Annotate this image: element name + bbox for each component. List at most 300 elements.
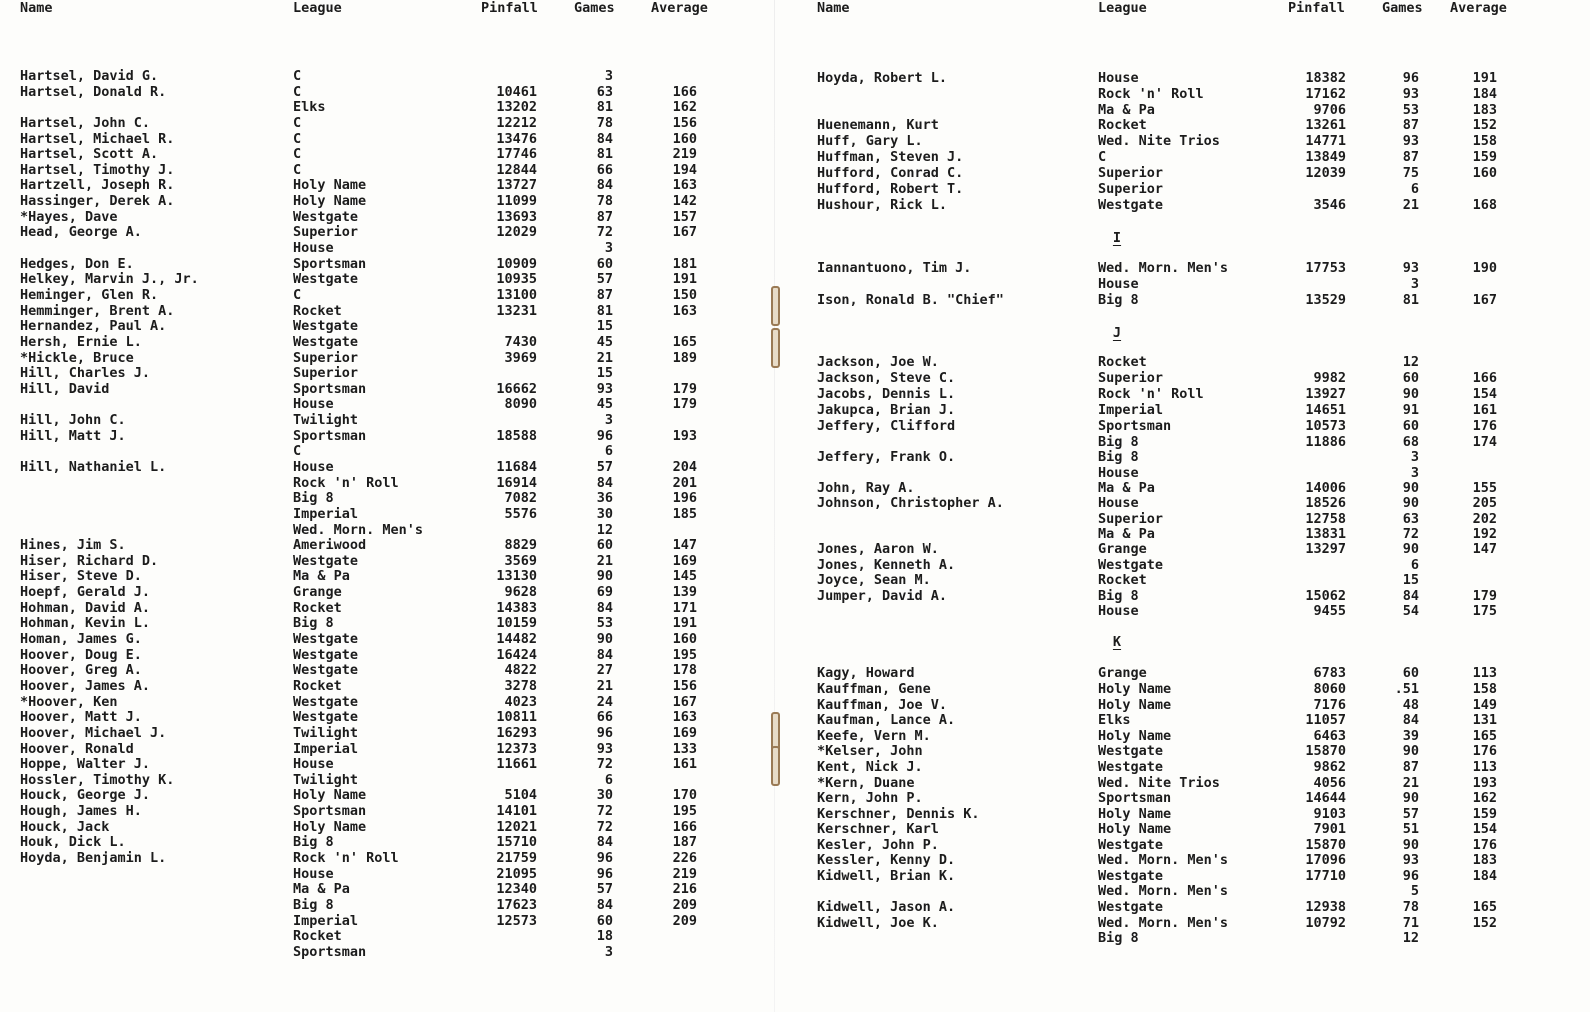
cell-average: 174 (1472, 434, 1497, 450)
cell-average: 205 (1472, 495, 1497, 511)
cell-games: 12 (596, 521, 613, 538)
cell-name: Hill, David (20, 380, 110, 397)
cell-games: 84 (596, 130, 613, 147)
table-row (775, 541, 1590, 557)
cell-pinfall: 15710 (496, 834, 537, 851)
cell-league: Big 8 (1098, 449, 1139, 465)
cell-name: Jacobs, Dennis L. (817, 386, 956, 402)
table-row (775, 775, 1590, 791)
cell-average: 142 (672, 193, 697, 210)
cell-league: Westgate (293, 333, 359, 350)
cell-pinfall: 13927 (1305, 386, 1346, 402)
cell-league: House (1098, 603, 1139, 619)
table-row (775, 930, 1590, 946)
table-row (0, 522, 775, 538)
table-row (775, 386, 1590, 402)
cell-pinfall: 14482 (496, 631, 537, 648)
cell-league: Westgate (293, 662, 359, 679)
cell-name: Joyce, Sean M. (817, 572, 931, 588)
cell-name: Hohman, David A. (20, 599, 151, 616)
cell-league: Ma & Pa (1098, 102, 1155, 118)
cell-name: Heminger, Glen R. (20, 286, 159, 303)
cell-games: 93 (1402, 260, 1419, 276)
cell-name: Kidwell, Joe K. (817, 915, 939, 931)
cell-pinfall: 7082 (504, 490, 537, 507)
cell-league: Sportsman (293, 803, 367, 820)
cell-pinfall: 11886 (1305, 434, 1346, 450)
cell-games: 3 (604, 412, 613, 429)
cell-average: 163 (672, 177, 697, 194)
cell-league: Holy Name (293, 193, 367, 210)
table-row (0, 584, 775, 600)
cell-average: 178 (672, 662, 697, 679)
cell-name: Hoyda, Benjamin L. (20, 850, 167, 866)
cell-games: 68 (1402, 434, 1419, 450)
cell-league: C (1098, 149, 1107, 165)
cell-pinfall: 10573 (1305, 418, 1346, 434)
cell-games: 78 (596, 114, 613, 131)
cell-games: 45 (596, 333, 613, 350)
cell-games: 75 (1402, 165, 1419, 181)
cell-games: 36 (596, 490, 613, 507)
cell-pinfall: 14006 (1305, 480, 1346, 496)
cell-games: 72 (596, 818, 613, 835)
cell-games: 60 (1402, 665, 1419, 681)
cell-league: Westgate (1098, 759, 1164, 775)
table-row (775, 102, 1590, 118)
cell-pinfall: 18382 (1305, 70, 1346, 86)
cell-pinfall: 3569 (504, 552, 537, 569)
cell-name: Hohman, Kevin L. (20, 615, 151, 632)
table-row (0, 787, 775, 803)
cell-games: 96 (596, 865, 613, 882)
cell-name: Hines, Jim S. (20, 537, 126, 554)
cell-pinfall: 11661 (496, 756, 537, 773)
cell-league: Wed. Nite Trios (1098, 133, 1220, 149)
cell-average: 209 (672, 912, 697, 929)
cell-league: Imperial (293, 505, 359, 522)
cell-pinfall: 18588 (496, 427, 537, 444)
cell-name: Hossler, Timothy K. (20, 771, 175, 788)
cell-games: 90 (1402, 386, 1419, 402)
cell-games: 24 (596, 693, 613, 710)
cell-pinfall: 13727 (496, 177, 537, 194)
cell-games: 63 (1402, 511, 1419, 527)
cell-pinfall: 13476 (496, 130, 537, 147)
table-row (775, 480, 1590, 496)
cell-games: 60 (596, 537, 613, 554)
cell-name: Hill, Matt J. (20, 427, 126, 444)
table-row (775, 899, 1590, 915)
cell-average: 131 (1472, 712, 1497, 728)
table-row (0, 350, 775, 366)
cell-average: 147 (1472, 541, 1497, 557)
table-row (0, 537, 775, 553)
cell-name: Hufford, Robert T. (817, 181, 964, 197)
cell-name: Hufford, Conrad C. (817, 165, 964, 181)
cell-average: 165 (1472, 728, 1497, 744)
table-row (0, 725, 775, 741)
cell-name: Jumper, David A. (817, 588, 948, 604)
cell-games: 60 (596, 912, 613, 929)
cell-pinfall: 17746 (496, 146, 537, 163)
cell-games: 60 (1402, 418, 1419, 434)
cell-league: Holy Name (1098, 821, 1172, 837)
cell-pinfall: 5576 (504, 505, 537, 522)
cell-league: Rocket (293, 677, 342, 694)
cell-league: Westgate (1098, 197, 1164, 213)
cell-pinfall: 3546 (1313, 197, 1346, 213)
cell-average: 159 (1472, 149, 1497, 165)
cell-pinfall: 5104 (504, 787, 537, 804)
table-row (0, 131, 775, 147)
cell-average: 204 (672, 459, 697, 475)
cell-pinfall: 13202 (496, 99, 537, 116)
cell-pinfall: 17623 (496, 896, 537, 913)
cell-games: 72 (596, 756, 613, 773)
cell-average: 167 (1472, 292, 1497, 308)
cell-pinfall: 17753 (1305, 260, 1346, 276)
cell-league: House (293, 459, 334, 475)
cell-name: *Hoover, Ken (20, 693, 118, 710)
cell-games: 93 (596, 740, 613, 757)
table-row (0, 647, 775, 663)
cell-games: 93 (1402, 86, 1419, 102)
cell-league: Wed. Morn. Men's (1098, 883, 1229, 899)
cell-games: 45 (596, 396, 613, 413)
cell-average: 158 (1472, 681, 1497, 697)
cell-name: Jones, Aaron W. (817, 541, 939, 557)
cell-pinfall: 17710 (1305, 868, 1346, 884)
header-league: League (1098, 0, 1147, 16)
cell-pinfall: 14651 (1305, 402, 1346, 418)
cell-games: 84 (596, 177, 613, 194)
cell-pinfall: 10159 (496, 615, 537, 632)
cell-games: 90 (1402, 790, 1419, 806)
cell-games: 21 (1402, 197, 1419, 213)
cell-name: Hedges, Don E. (20, 255, 134, 272)
cell-pinfall: 3969 (504, 349, 537, 366)
cell-name: Homan, James G. (20, 631, 142, 648)
table-row (0, 662, 775, 678)
cell-name: Hill, Nathaniel L. (20, 459, 167, 475)
header-pinfall: Pinfall (481, 0, 538, 16)
cell-average: 133 (672, 740, 697, 757)
cell-games: 69 (596, 584, 613, 601)
cell-games: 3 (604, 943, 613, 960)
cell-pinfall: 12373 (496, 740, 537, 757)
table-row (0, 396, 775, 412)
cell-games: 84 (596, 646, 613, 663)
cell-league: Westgate (293, 631, 359, 648)
cell-average: 155 (1472, 480, 1497, 496)
cell-league: Westgate (1098, 743, 1164, 759)
cell-games: 3 (604, 240, 613, 257)
cell-league: Superior (293, 349, 359, 366)
cell-name: Ison, Ronald B. "Chief" (817, 292, 1004, 308)
table-row (775, 603, 1590, 619)
cell-pinfall: 12573 (496, 912, 537, 929)
cell-league: Twilight (293, 412, 359, 429)
cell-average: 157 (672, 208, 697, 225)
cell-average: 167 (672, 693, 697, 710)
cell-average: 195 (672, 646, 697, 663)
cell-average: 152 (1472, 117, 1497, 133)
cell-league: Big 8 (293, 834, 334, 851)
cell-name: Kent, Nick J. (817, 759, 923, 775)
table-row (775, 665, 1590, 681)
cell-name: Hartsel, John C. (20, 114, 151, 131)
cell-league: Grange (293, 584, 342, 601)
cell-league: Sportsman (293, 380, 367, 397)
cell-average: 176 (1472, 418, 1497, 434)
cell-league: Ma & Pa (1098, 526, 1155, 542)
table-row (0, 256, 775, 272)
table-row (0, 334, 775, 350)
cell-average: 175 (1472, 603, 1497, 619)
cell-average: 209 (672, 896, 697, 913)
cell-average: 160 (1472, 165, 1497, 181)
cell-league: Wed. Morn. Men's (293, 521, 424, 538)
table-row (0, 866, 775, 882)
cell-games: 81 (596, 302, 613, 319)
cell-name: Kaufman, Lance A. (817, 712, 956, 728)
cell-average: 139 (672, 584, 697, 601)
cell-league: Sportsman (1098, 790, 1172, 806)
cell-average: 201 (672, 474, 697, 491)
cell-pinfall: 12938 (1305, 899, 1346, 915)
cell-league: Westgate (1098, 557, 1164, 573)
table-row (0, 834, 775, 850)
cell-name: Kauffman, Gene (817, 681, 931, 697)
cell-league: C (293, 83, 302, 100)
cell-league: Rocket (293, 599, 342, 616)
cell-name: Hoppe, Walter J. (20, 756, 151, 773)
table-row (0, 756, 775, 772)
table-row (0, 209, 775, 225)
cell-league: C (293, 114, 302, 131)
table-row (775, 465, 1590, 481)
cell-name: Keefe, Vern M. (817, 728, 931, 744)
cell-games: 21 (596, 552, 613, 569)
cell-league: Westgate (293, 646, 359, 663)
cell-league: Rocket (293, 928, 342, 945)
cell-league: C (293, 443, 302, 460)
cell-name: *Kelser, John (817, 743, 923, 759)
cell-average: 179 (672, 380, 697, 397)
cell-league: Westgate (293, 693, 359, 710)
cell-games: 66 (596, 161, 613, 178)
table-row (775, 402, 1590, 418)
cell-games: 63 (596, 83, 613, 100)
cell-league: House (293, 240, 334, 257)
cell-average: 191 (672, 271, 697, 288)
table-row (775, 883, 1590, 899)
table-row (0, 146, 775, 162)
cell-pinfall: 15062 (1305, 588, 1346, 604)
table-row (0, 553, 775, 569)
cell-name: Kidwell, Jason A. (817, 899, 956, 915)
cell-league: House (293, 865, 334, 882)
cell-pinfall: 8090 (504, 396, 537, 413)
cell-average: 163 (672, 709, 697, 726)
cell-games: 78 (1402, 899, 1419, 915)
cell-games: 60 (1402, 370, 1419, 386)
table-row (775, 697, 1590, 713)
cell-games: 12 (1402, 930, 1419, 946)
cell-games: 90 (596, 568, 613, 585)
cell-games: 39 (1402, 728, 1419, 744)
cell-average: 161 (1472, 402, 1497, 418)
cell-average: 166 (672, 818, 697, 835)
cell-games: 84 (596, 896, 613, 913)
cell-average: 219 (672, 146, 697, 163)
table-row (775, 70, 1590, 86)
cell-games: 87 (596, 286, 613, 303)
cell-pinfall: 11057 (1305, 712, 1346, 728)
cell-league: Westgate (293, 318, 359, 335)
cell-pinfall: 16662 (496, 380, 537, 397)
cell-average: 184 (1472, 868, 1497, 884)
cell-pinfall: 13831 (1305, 526, 1346, 542)
cell-average: 169 (672, 724, 697, 741)
cell-games: 30 (596, 505, 613, 522)
right-page (775, 0, 1590, 1012)
cell-name: Huff, Gary L. (817, 133, 923, 149)
header-games: Games (574, 0, 615, 16)
cell-games: 84 (596, 834, 613, 851)
cell-pinfall: 8060 (1313, 681, 1346, 697)
cell-games: 90 (1402, 837, 1419, 853)
cell-name: Hemminger, Brent A. (20, 302, 175, 319)
cell-average: 193 (1472, 775, 1497, 791)
cell-name: Hoyda, Robert L. (817, 70, 948, 86)
cell-average: 185 (672, 505, 697, 522)
cell-name: Kagy, Howard (817, 665, 915, 681)
cell-name: Jones, Kenneth A. (817, 557, 956, 573)
table-row (775, 370, 1590, 386)
cell-pinfall: 9706 (1313, 102, 1346, 118)
cell-pinfall: 14101 (496, 803, 537, 820)
cell-games: 57 (1402, 806, 1419, 822)
cell-name: Hoover, Doug E. (20, 646, 142, 663)
section-letter-i: I (1112, 230, 1122, 246)
table-row (0, 506, 775, 522)
table-row (775, 526, 1590, 542)
cell-league: Westgate (293, 208, 359, 225)
cell-pinfall: 10935 (496, 271, 537, 288)
cell-average: 113 (1472, 665, 1497, 681)
cell-pinfall: 10792 (1305, 915, 1346, 931)
cell-name: Huffman, Steven J. (817, 149, 964, 165)
table-row (0, 631, 775, 647)
cell-pinfall: 15870 (1305, 743, 1346, 759)
cell-games: 6 (604, 771, 613, 788)
cell-name: Hassinger, Derek A. (20, 193, 175, 210)
cell-average: 162 (1472, 790, 1497, 806)
cell-league: House (1098, 276, 1139, 292)
cell-average: 169 (672, 552, 697, 569)
table-row (0, 99, 775, 115)
cell-average: 181 (672, 255, 697, 272)
cell-average: 165 (1472, 899, 1497, 915)
table-row (775, 557, 1590, 573)
table-row (0, 928, 775, 944)
table-row (775, 292, 1590, 308)
cell-league: House (1098, 495, 1139, 511)
cell-league: Rocket (1098, 354, 1147, 370)
cell-average: 179 (1472, 588, 1497, 604)
cell-name: Hernandez, Paul A. (20, 318, 167, 335)
table-row (0, 303, 775, 319)
cell-pinfall: 16293 (496, 724, 537, 741)
cell-pinfall: 12340 (496, 881, 537, 898)
table-row (775, 418, 1590, 434)
cell-average: 193 (672, 427, 697, 444)
table-row (0, 475, 775, 491)
cell-league: Holy Name (293, 787, 367, 804)
table-row (0, 741, 775, 757)
table-row (775, 759, 1590, 775)
cell-average: 176 (1472, 837, 1497, 853)
cell-games: 93 (596, 380, 613, 397)
cell-games: 51 (1402, 821, 1419, 837)
cell-league: Westgate (293, 709, 359, 726)
cell-name: Kesler, John P. (817, 837, 939, 853)
cell-games: 87 (1402, 149, 1419, 165)
cell-league: Ameriwood (293, 537, 367, 554)
section-letter-k: K (1112, 634, 1122, 650)
table-row (775, 276, 1590, 292)
table-row (775, 197, 1590, 213)
cell-games: 21 (1402, 775, 1419, 791)
cell-pinfall: 15870 (1305, 837, 1346, 853)
table-row (775, 449, 1590, 465)
cell-league: C (293, 286, 302, 303)
cell-name: Huenemann, Kurt (817, 117, 939, 133)
table-row (0, 944, 775, 960)
cell-name: Hoepf, Gerald J. (20, 584, 151, 601)
cell-pinfall: 17162 (1305, 86, 1346, 102)
table-row (0, 819, 775, 835)
cell-games: 6 (604, 443, 613, 460)
cell-average: 145 (672, 568, 697, 585)
cell-name: Hiser, Steve D. (20, 568, 142, 585)
cell-league: Ma & Pa (293, 881, 350, 898)
left-page (0, 0, 775, 1012)
cell-games: 57 (596, 459, 613, 475)
table-row (0, 600, 775, 616)
cell-league: Holy Name (293, 177, 367, 194)
table-row (0, 193, 775, 209)
cell-pinfall: 14644 (1305, 790, 1346, 806)
table-row (0, 772, 775, 788)
cell-games: 3 (604, 68, 613, 84)
cell-league: C (293, 161, 302, 178)
cell-average: 160 (672, 130, 697, 147)
table-row (775, 743, 1590, 759)
table-row (0, 177, 775, 193)
cell-average: 226 (672, 850, 697, 866)
table-row (775, 117, 1590, 133)
cell-games: 6 (1410, 557, 1419, 573)
cell-average: 202 (1472, 511, 1497, 527)
cell-league: Ma & Pa (293, 568, 350, 585)
table-row (0, 240, 775, 256)
table-row (0, 68, 775, 84)
cell-games: 3 (1410, 276, 1419, 292)
table-row (0, 115, 775, 131)
